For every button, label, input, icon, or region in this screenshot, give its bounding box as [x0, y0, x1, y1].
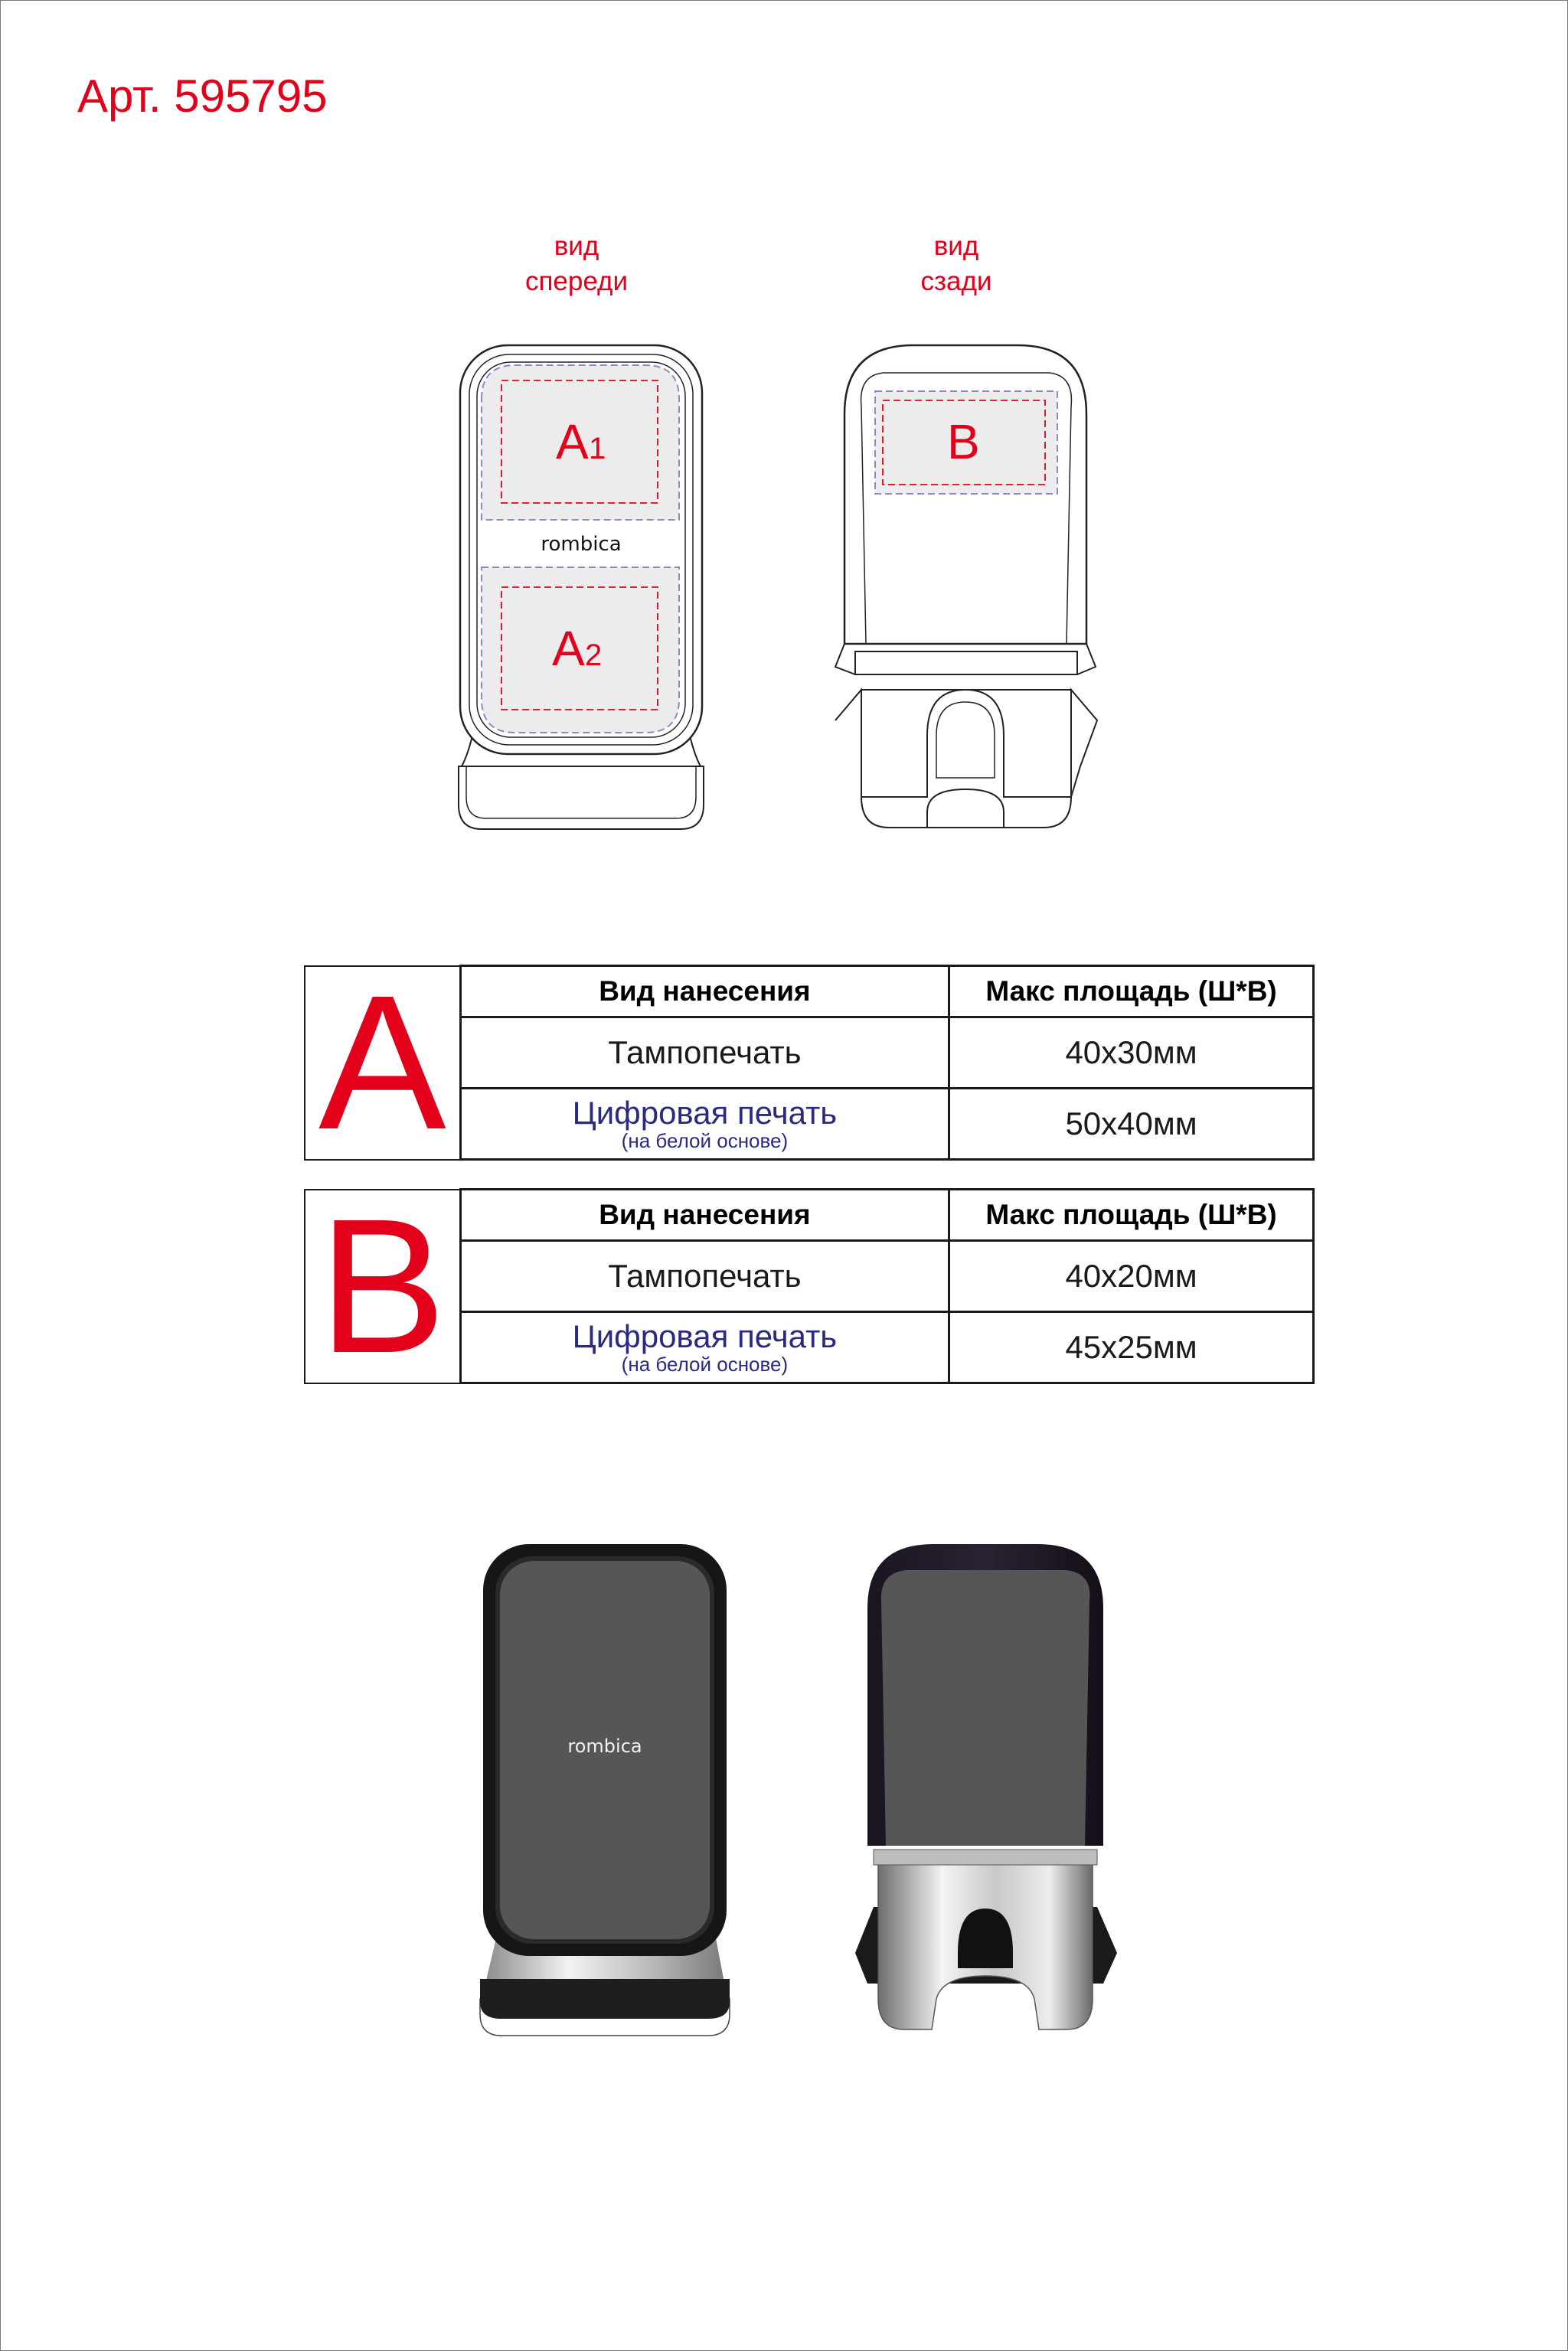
zone-a2-letter: A	[552, 621, 585, 676]
table-b-row2-method-note: (на белой основе)	[621, 1353, 789, 1376]
table-a-row2-method-note: (на белой основе)	[621, 1129, 789, 1152]
back-view-label-line2: сзади	[920, 266, 992, 296]
front-view-label	[462, 229, 691, 299]
zone-a2	[482, 567, 679, 733]
table-zone-b	[304, 1179, 1315, 1393]
table-b-row2-method-name: Цифровая печать	[572, 1318, 838, 1354]
back-product-photo	[851, 1540, 1126, 2045]
zone-b-letter: B	[947, 414, 980, 469]
table-a-zone-letter: A	[305, 966, 460, 1160]
table-b-row2-size: 45x25мм	[949, 1312, 1314, 1383]
table-b-row2-method	[460, 1312, 949, 1383]
table-a-header-size: Макс площадь (Ш*В)	[949, 966, 1314, 1017]
zone-a2-index: 2	[585, 638, 603, 672]
front-product-photo	[469, 1540, 745, 2045]
front-view-label-line1: вид	[554, 231, 599, 261]
back-view-label-line1: вид	[933, 231, 979, 261]
table-a-row2-method	[460, 1089, 949, 1160]
front-photo-logo: rombica	[567, 1735, 642, 1757]
table-b-row1-size: 40x20мм	[949, 1241, 1314, 1312]
table-a-row2-method-name: Цифровая печать	[572, 1095, 838, 1131]
table-a-row1-method: Тампопечать	[460, 1017, 949, 1089]
table-b-header-method: Вид нанесения	[460, 1190, 949, 1241]
table-a-header-method: Вид нанесения	[460, 966, 949, 1017]
back-view-label	[841, 229, 1071, 299]
table-a-row1-size: 40x30мм	[949, 1017, 1314, 1089]
front-view-label-line2: спереди	[524, 266, 629, 296]
zone-b	[875, 391, 1057, 494]
front-logo: rombica	[541, 533, 622, 556]
zone-a1	[482, 365, 679, 520]
table-b-row1-method: Тампопечать	[460, 1241, 949, 1312]
back-view-drawing	[828, 338, 1103, 843]
zone-a1-index: 1	[589, 432, 606, 465]
table-zone-a	[304, 955, 1315, 1169]
front-view-drawing	[445, 338, 720, 843]
table-b-header-size: Макс площадь (Ш*В)	[949, 1190, 1314, 1241]
table-a-row2-size: 50x40мм	[949, 1089, 1314, 1160]
article-title: Арт. 595795	[77, 70, 328, 122]
zone-a1-letter: A	[556, 414, 589, 469]
table-b-zone-letter: B	[305, 1190, 460, 1383]
